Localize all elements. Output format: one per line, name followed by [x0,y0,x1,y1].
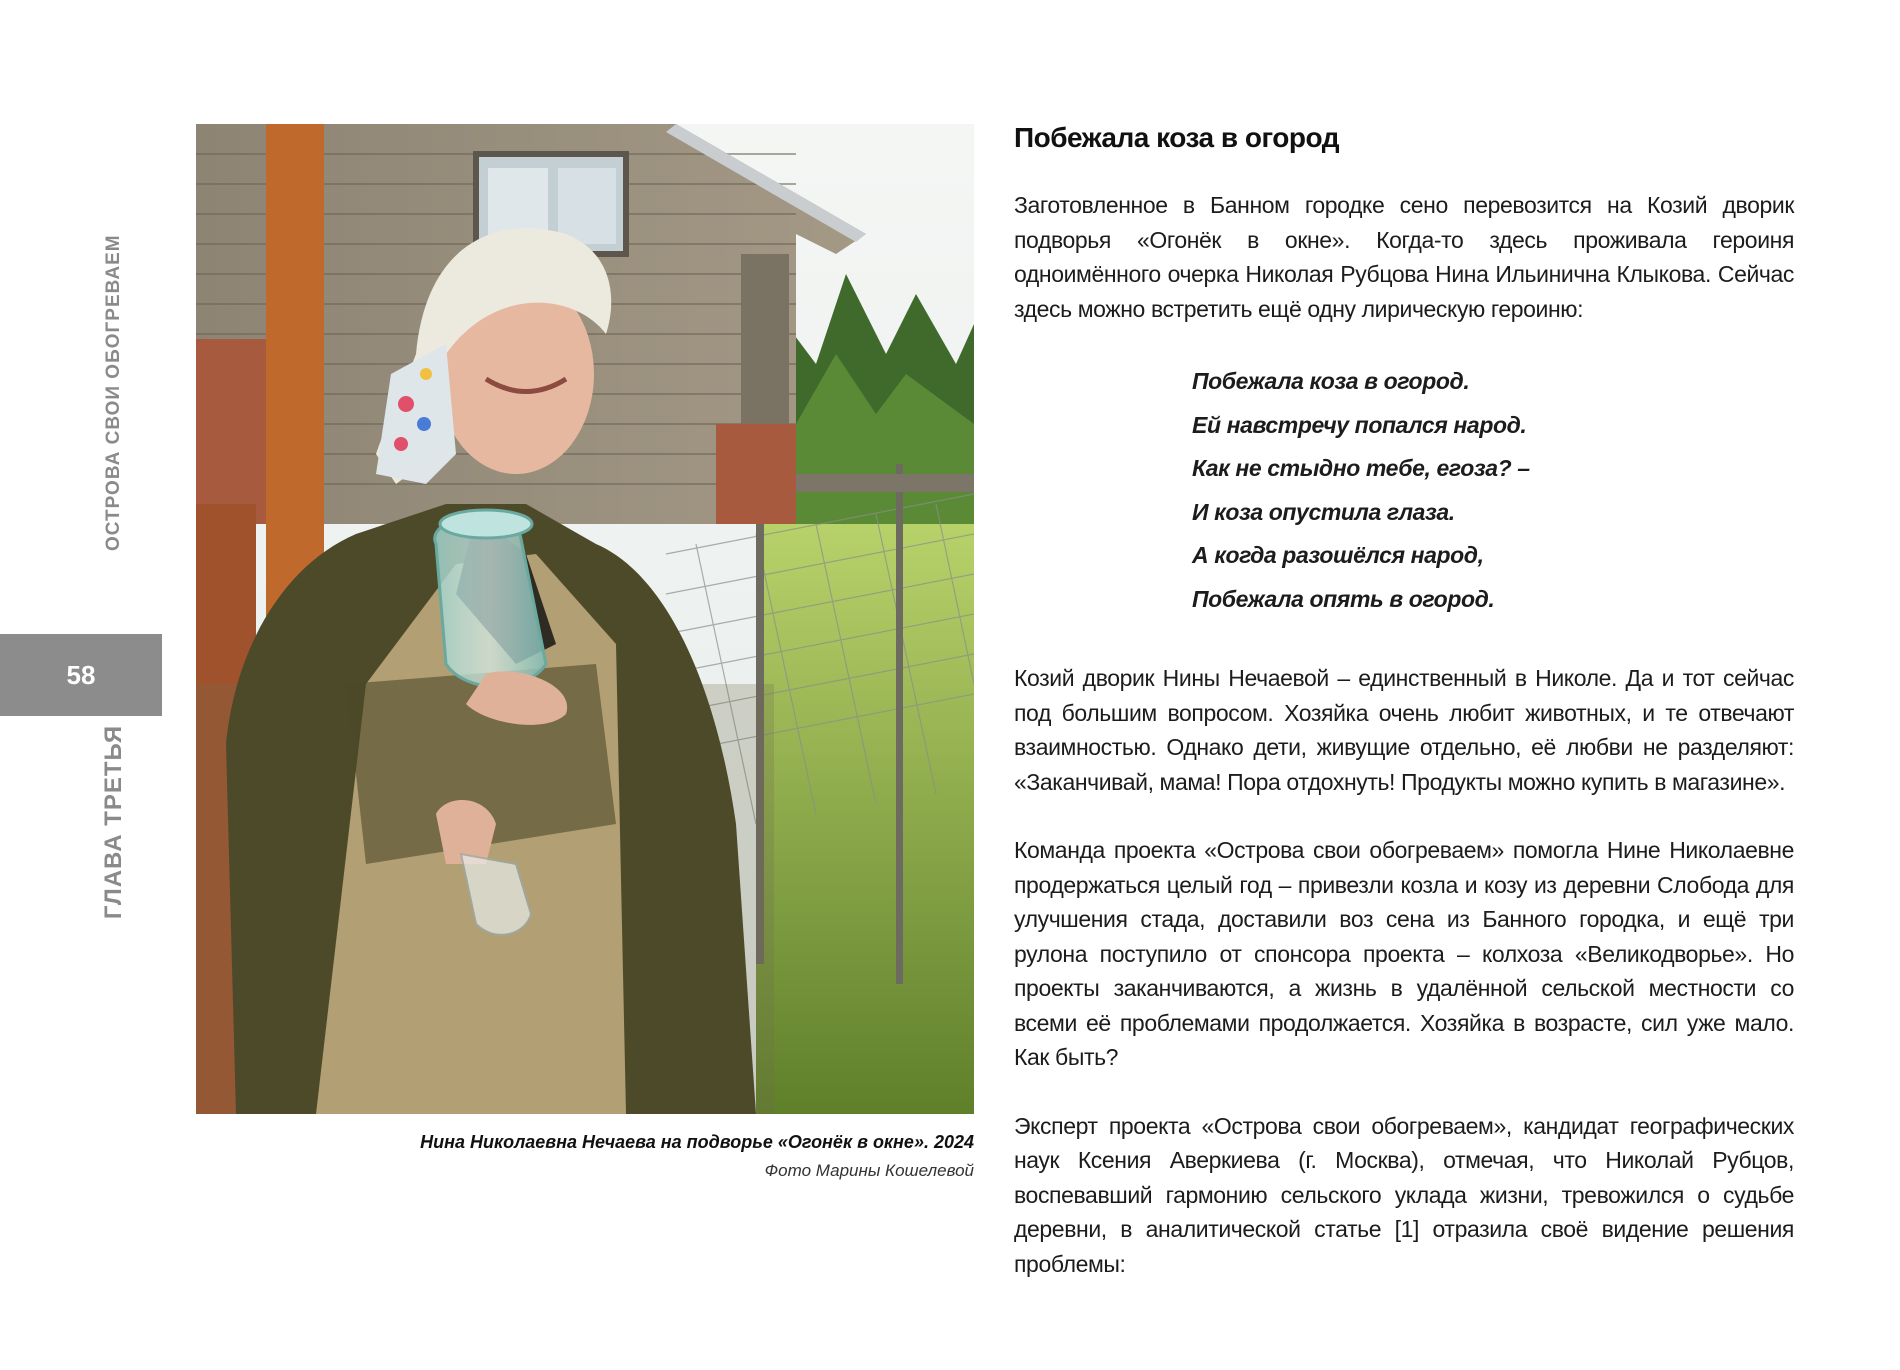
poem-line: Побежала коза в огород. [1192,368,1470,394]
poem-line: Ей навстречу попался народ. [1192,411,1527,438]
photo-credit: Фото Марины Кошелевой [764,1161,974,1180]
body-paragraph: Эксперт проекта «Острова свои обогреваем», кандидат географических наук Ксения Аверкиева (г. Москва), отмечая, что Николай Рубцов, воспевавший гармонию сельского уклада жизни, тревожился о судьбе деревни, в аналитической статье [1] отразила своё видение решения проблемы: [1014,1112,1794,1277]
caption-text: Нина Николаевна Нечаева на подворье «Огонёк в окне». 2024 [420,1132,974,1152]
poem [1192,360,1794,621]
figure-caption [420,1132,974,1181]
article-column [1014,122,1794,1315]
page-number: 58 [0,634,162,716]
poem-line: Побежала опять в огород. [1192,585,1495,612]
photo-woman-with-jar [196,124,974,1114]
article-heading: Побежала коза в огород [1014,122,1340,153]
body-paragraph: Команда проекта «Острова свои обогреваем» помогла Нине Николаевне продержаться целый год – привезли козла и козу из деревни Слобода для улучшения стада, доставили воз сена из Банного городка, и ещё три рулона поступило от спонсора проекта – колхоза «Великодворье». Но проекты заканчиваются, а жизнь в удалённой сельской местности со всеми её проблемами продолжается. Хозяйка в возрасте, сил уже мало. Как быть? [1014,837,1794,1070]
poem-line: А когда разошёлся народ, [1192,542,1484,568]
body-paragraph: Козий дворик Нины Нечаевой – единственный в Николе. Да и тот сейчас под большим вопросом. Хозяйка очень любит животных, и те отвечают взаимностью. Однако дети, живущие отдельно, её любви не разделяют: «Заканчивай, мама! Пора отдохнуть! Продукты можно купить в магазине». [1014,665,1794,795]
running-head-chapter: ГЛАВА ТРЕТЬЯ [100,724,127,920]
poem-line: И коза опустила глаза. [1192,498,1455,525]
poem-line: Как не стыдно тебе, егоза? – [1192,455,1530,481]
running-head-book-title: ОСТРОВА СВОИ ОБОГРЕВАЕМ [103,234,124,551]
intro-paragraph: Заготовленное в Банном городке сено перевозится на Козий дворик подворья «Огонёк в окне». Когда-то здесь проживала героиня одноимённого очерка Николая Рубцова Нина Ильинична Клыкова. Сейчас здесь можно встретить ещё одну лирическую героиню: [1014,192,1794,322]
